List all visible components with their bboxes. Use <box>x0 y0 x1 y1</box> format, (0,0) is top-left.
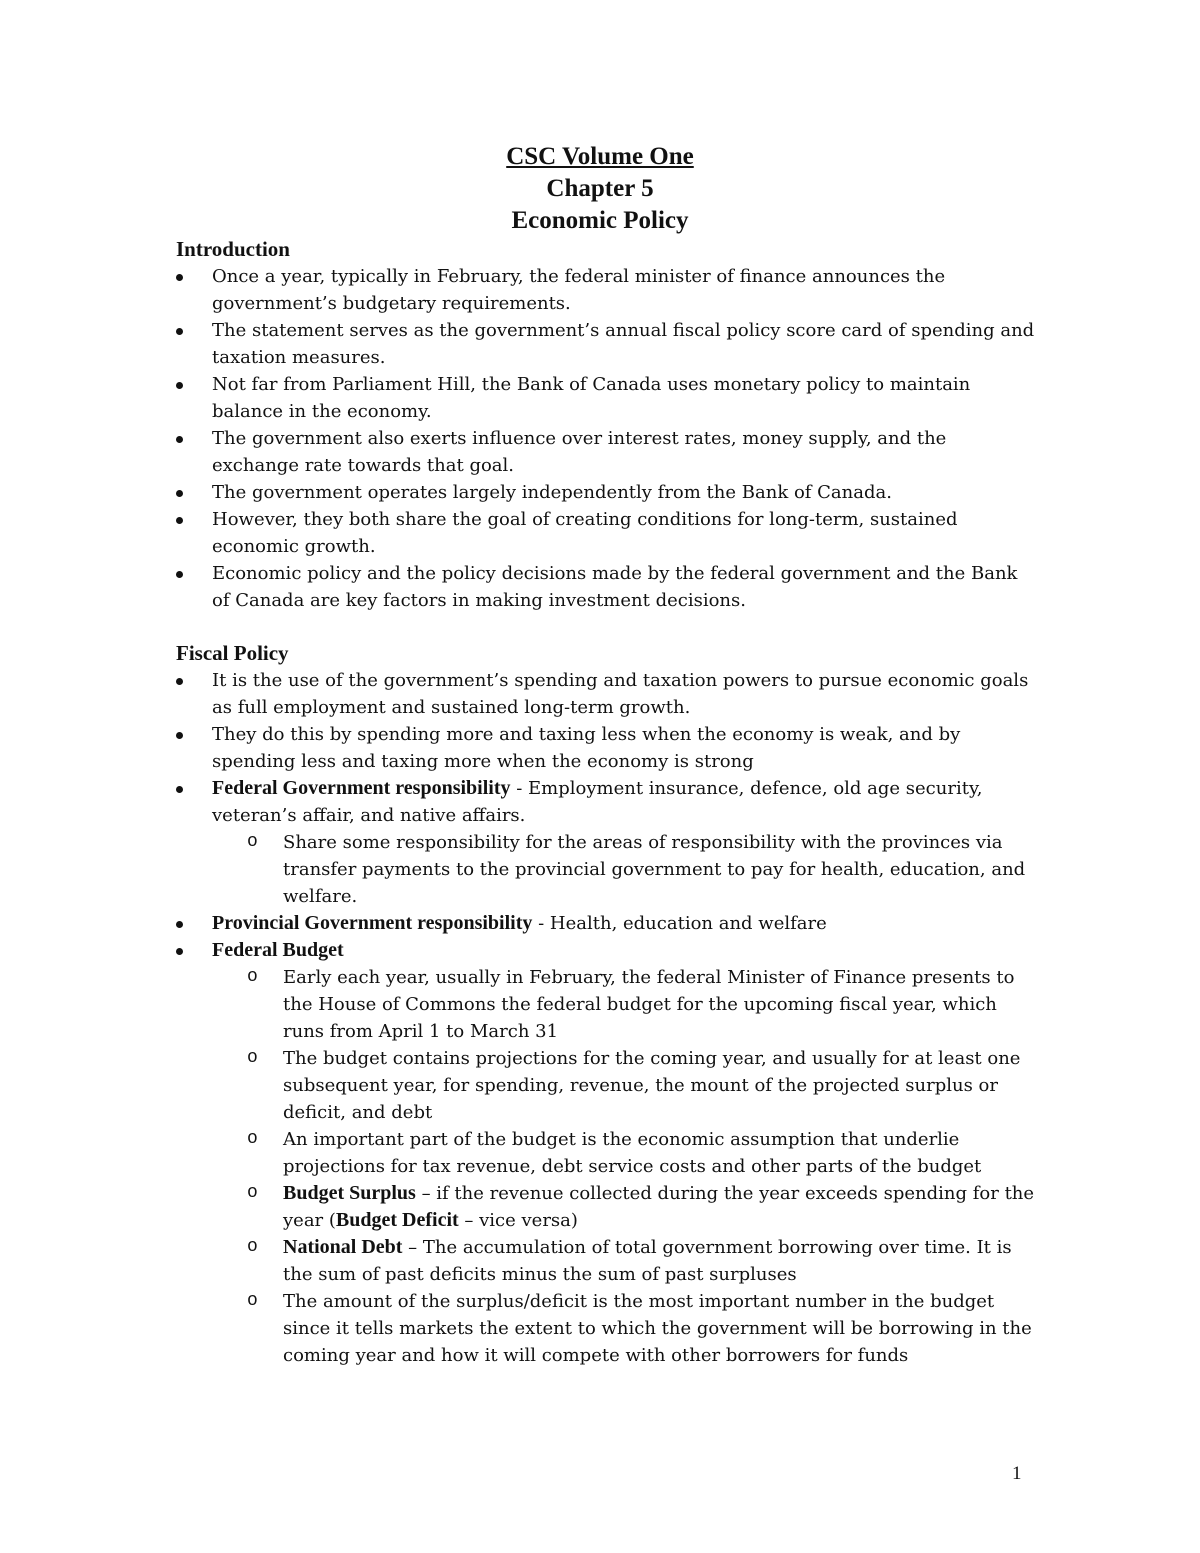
section-heading-introduction: Introduction <box>176 237 290 261</box>
sub-list-item: o Early each year, usually in February, the federal Minister of Finance presents to the House of Commons the federal budget for the upcoming fiscal year, which runs from April 1 to March 31 <box>247 964 1036 1045</box>
list-item: The government operates largely independently from the Bank of Canada. <box>176 479 1036 506</box>
definition-text: – The accumulation of total government borrowing over time. It is the sum of past deficits minus the sum of past surpluses <box>283 1237 1012 1285</box>
list-item: The statement serves as the government’s annual fiscal policy score card of spending and taxation measures. <box>176 317 1036 371</box>
list-item: They do this by spending more and taxing less when the economy is weak, and by spending less and taxing more when the economy is strong <box>176 721 1036 775</box>
document-body <box>176 236 1036 1369</box>
list-item: Once a year, typically in February, the federal minister of finance announces the government’s budgetary requirements. <box>176 263 1036 317</box>
title-block <box>0 141 1200 237</box>
fiscal-bullet-list <box>176 667 1036 829</box>
list-item-provincial-responsibility <box>176 910 1036 937</box>
definition-text: - Employment insurance, defence, old age security, veteran’s affair, and native affairs. <box>212 778 983 826</box>
definition-text: - Health, education and welfare <box>532 913 827 934</box>
sub-list-item: o An important part of the budget is the economic assumption that underlie projections for tax revenue, debt service costs and other parts of the budget <box>247 1126 1036 1180</box>
list-item: Economic policy and the policy decisions made by the federal government and the Bank of Canada are key factors in making investment decisions. <box>176 560 1036 614</box>
term-budget-surplus: Budget Surplus <box>283 1182 416 1204</box>
term-national-debt: National Debt <box>283 1236 403 1258</box>
fiscal-bullet-list-2 <box>176 910 1036 964</box>
section-heading-fiscal-policy: Fiscal Policy <box>176 641 289 665</box>
chapter-title: Chapter 5 <box>546 175 654 202</box>
sub-list-item: o The budget contains projections for the coming year, and usually for at least one subsequent year, for spending, revenue, the mount of the projected surplus or deficit, and debt <box>247 1045 1036 1126</box>
sub-list-item: o The amount of the surplus/deficit is the most important number in the budget since it tells markets the extent to which the government will be borrowing in the coming year and how it will compete with other borrowers for funds <box>247 1288 1036 1369</box>
definition-text: – vice versa) <box>458 1210 578 1231</box>
term-federal-budget: Federal Budget <box>212 939 344 961</box>
list-item-federal-responsibility <box>176 775 1036 829</box>
sub-list-item-national-debt <box>247 1234 1036 1288</box>
page-number: 1 <box>1012 1463 1022 1484</box>
list-item: The government also exerts influence over interest rates, money supply, and the exchange rate towards that goal. <box>176 425 1036 479</box>
budget-sub-list <box>247 964 1036 1369</box>
list-item-federal-budget <box>176 937 1036 964</box>
list-item: It is the use of the government’s spending and taxation powers to pursue economic goals as full employment and sustained long-term growth. <box>176 667 1036 721</box>
list-item: However, they both share the goal of creating conditions for long-term, sustained economic growth. <box>176 506 1036 560</box>
intro-bullet-list <box>176 263 1036 614</box>
federal-sub-list <box>247 829 1036 910</box>
term-provincial-government-responsibility: Provincial Government responsibility <box>212 912 533 934</box>
sub-list-item-budget-surplus <box>247 1180 1036 1234</box>
chapter-subtitle: Economic Policy <box>511 207 689 234</box>
definition-text: – if the revenue collected during the year exceeds spending for the year ( <box>283 1183 1035 1231</box>
term-federal-government-responsibility: Federal Government responsibility <box>212 777 511 799</box>
list-item: Not far from Parliament Hill, the Bank of Canada uses monetary policy to maintain balance in the economy. <box>176 371 1036 425</box>
doc-title: CSC Volume One <box>506 143 694 170</box>
term-budget-deficit: Budget Deficit <box>335 1209 459 1231</box>
sub-list-item: o Share some responsibility for the areas of responsibility with the provinces via transfer payments to the provincial government to pay for health, education, and welfare. <box>247 829 1036 910</box>
